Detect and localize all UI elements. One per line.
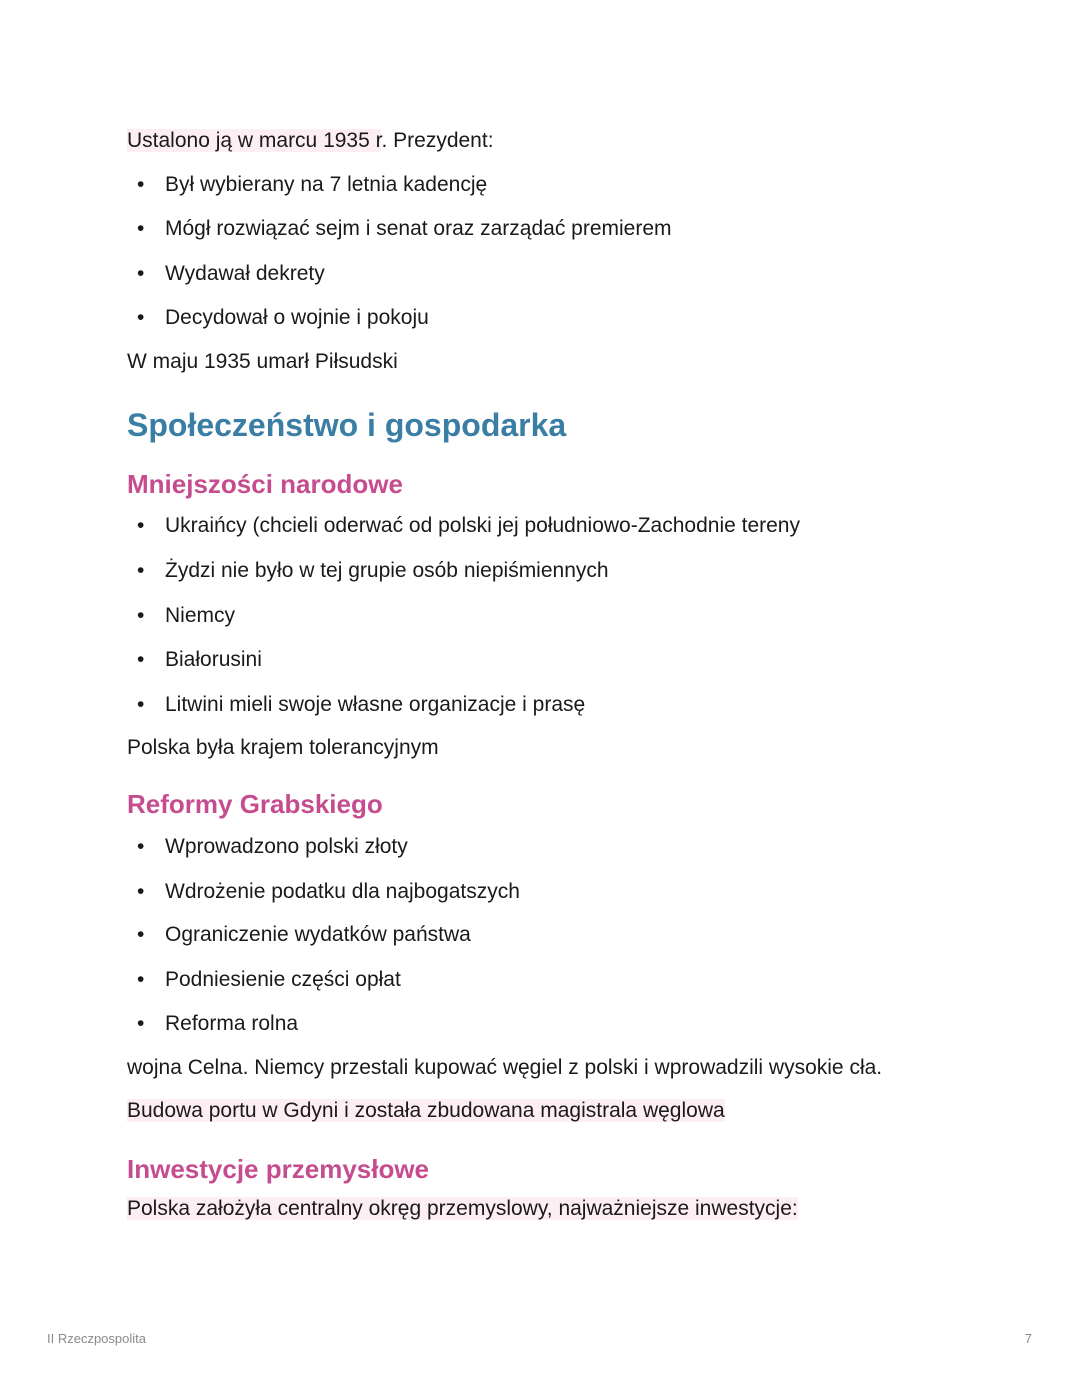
list-item: • Reforma rolna xyxy=(127,1009,1007,1039)
minorities-list xyxy=(127,511,1007,720)
pilsudski-death-paragraph: W maju 1935 umarł Piłsudski xyxy=(127,350,398,373)
highlighted-text: Ustalono ją w marcu 1935 r xyxy=(127,129,382,152)
reforms-heading: Reformy Grabskiego xyxy=(127,789,383,819)
customs-war-paragraph: wojna Celna. Niemcy przestali kupować węgiel z polski i wprowadzili wysokie cła. xyxy=(127,1056,883,1079)
footer-page-number: 7 xyxy=(1024,1331,1032,1346)
reforms-list xyxy=(127,832,1007,1039)
list-item: • Żydzi nie było w tej grupie osób niepiśmiennych xyxy=(127,556,1007,586)
highlighted-text: Budowa portu w Gdyni i została zbudowana magistrala węglowa xyxy=(127,1099,725,1122)
list-item: • Wdrożenie podatku dla najbogatszych xyxy=(127,877,1007,907)
document-page xyxy=(127,126,1007,1224)
minorities-heading: Mniejszości narodowe xyxy=(127,469,403,499)
list-item: • Wprowadzono polski złoty xyxy=(127,832,1007,862)
list-item: • Wydawał dekrety xyxy=(127,259,1007,289)
list-item: • Był wybierany na 7 letnia kadencję xyxy=(127,170,1007,200)
list-item: • Podniesienie części opłat xyxy=(127,965,1007,995)
list-item: • Decydował o wojnie i pokoju xyxy=(127,303,1007,333)
footer-document-title: II Rzeczpospolita xyxy=(47,1331,146,1346)
tolerance-paragraph: Polska była krajem tolerancyjnym xyxy=(127,736,439,759)
list-item: • Mógł rozwiązać sejm i senat oraz zarządać premierem xyxy=(127,214,1007,244)
list-item: • Ukraińcy (chcieli oderwać od polski jej południowo-Zachodnie tereny xyxy=(127,511,1007,541)
port-paragraph xyxy=(127,1096,1007,1126)
president-powers-list xyxy=(127,170,1007,333)
list-item: • Litwini mieli swoje własne organizacje i prasę xyxy=(127,690,1007,720)
investments-paragraph xyxy=(127,1194,1007,1224)
list-item: • Białorusini xyxy=(127,645,1007,675)
investments-heading: Inwestycje przemysłowe xyxy=(127,1154,430,1184)
list-item: • Niemcy xyxy=(127,601,1007,631)
intro-paragraph: Ustalono ją w marcu 1935 r. Prezydent: xyxy=(127,129,494,152)
highlighted-text: Polska założyła centralny okręg przemyslowy, najważniejsze inwestycje: xyxy=(127,1197,798,1220)
section-title: Społeczeństwo i gospodarka xyxy=(127,407,567,443)
list-item: • Ograniczenie wydatków państwa xyxy=(127,920,1007,950)
